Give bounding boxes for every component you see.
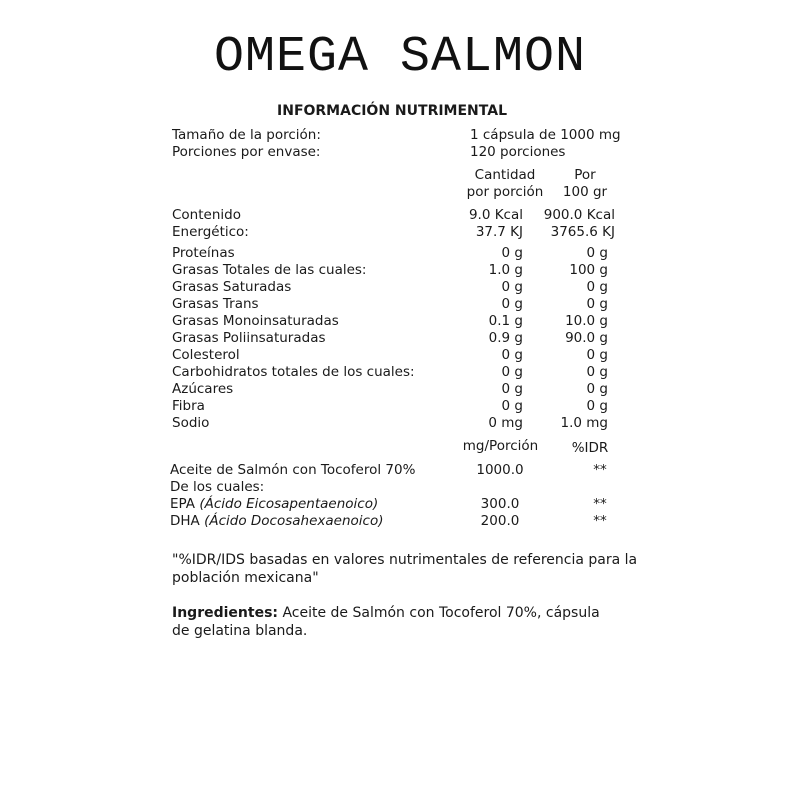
energy-kcal-portion: 9.0 Kcal (468, 207, 523, 223)
epa-value: 300.0 (480, 496, 520, 512)
oil-label: Aceite de Salmón con Tocoferol 70% (170, 462, 416, 478)
nutrient-label: Grasas Totales de las cuales: (172, 262, 367, 278)
nutrient-portion: 0 g (501, 364, 523, 380)
nutrient-portion: 0 g (501, 381, 523, 397)
nutrient-label: Carbohidratos totales de los cuales: (172, 364, 415, 380)
nutrient-portion: 0 g (501, 245, 523, 261)
servings-per-pack-value: 120 porciones (470, 144, 566, 160)
epa-name: (Ácido Eicosapentaenoico) (199, 496, 379, 512)
serving-size-label: Tamaño de la porción: (172, 127, 321, 143)
ingredients-label: Ingredientes: (172, 605, 278, 621)
nutrient-per100: 10.0 g (565, 313, 608, 329)
nutrient-label: Colesterol (172, 347, 240, 363)
of-which-label: De los cuales: (170, 479, 265, 495)
dha-label (170, 513, 383, 530)
nutrient-per100: 0 g (586, 381, 608, 397)
nutrient-per100: 0 g (586, 347, 608, 363)
energy-kj-portion: 37.7 KJ (475, 224, 523, 240)
col-portion-header-1: Cantidad (474, 167, 536, 183)
ingredients-text: Aceite de Salmón con Tocoferol 70%, cápsula de gelatina blanda. (172, 605, 600, 639)
nutrient-label: Azúcares (172, 381, 234, 397)
nutrient-per100: 1.0 mg (560, 415, 608, 431)
nutrient-portion: 0 g (501, 279, 523, 295)
energy-kj-100g: 3765.6 KJ (550, 224, 615, 240)
dha-idr: ** (593, 513, 607, 529)
nutrient-label: Grasas Poliinsaturadas (172, 330, 326, 346)
nutrient-portion: 0.9 g (488, 330, 523, 346)
dha-value: 200.0 (480, 513, 520, 529)
dha-name: (Ácido Docosahexaenoico) (204, 513, 384, 529)
energy-label-2: Energético: (172, 224, 249, 240)
servings-per-pack-label: Porciones por envase: (172, 144, 321, 160)
epa-idr: ** (593, 496, 607, 512)
dha-prefix: DHA (170, 513, 200, 529)
nutrient-portion: 0 g (501, 296, 523, 312)
energy-label-1: Contenido (172, 207, 241, 223)
nutrient-portion: 0 g (501, 398, 523, 414)
oil-value: 1000.0 (476, 462, 524, 478)
epa-prefix: EPA (170, 496, 196, 512)
energy-kcal-100g: 900.0 Kcal (543, 207, 615, 223)
idr-footnote: "%IDR/IDS basadas en valores nutrimentales de referencia para la población mexicana" (172, 552, 638, 586)
section-title: INFORMACIÓN NUTRIMENTAL (277, 103, 507, 119)
col-idr-header: %IDR (571, 440, 609, 456)
nutrient-portion: 0 mg (488, 415, 523, 431)
nutrient-per100: 100 g (569, 262, 608, 278)
nutrient-portion: 0 g (501, 347, 523, 363)
nutrient-per100: 0 g (586, 245, 608, 261)
nutrient-portion: 0.1 g (488, 313, 523, 329)
serving-size-value: 1 cápsula de 1000 mg (470, 127, 621, 143)
nutrient-label: Proteínas (172, 245, 235, 261)
epa-label (170, 496, 378, 513)
ingredients (172, 604, 612, 640)
col-mg-portion-header: mg/Porción (462, 438, 539, 454)
nutrient-label: Sodio (172, 415, 210, 431)
nutrient-per100: 0 g (586, 279, 608, 295)
product-title: OMEGA SALMON (213, 29, 587, 86)
nutrient-per100: 0 g (586, 364, 608, 380)
nutrient-per100: 0 g (586, 296, 608, 312)
nutrient-per100: 0 g (586, 398, 608, 414)
col-portion-header-2: por porción (466, 184, 544, 200)
col-100g-header-2: 100 gr (562, 184, 608, 200)
nutrient-portion: 1.0 g (488, 262, 523, 278)
col-100g-header-1: Por (574, 167, 596, 183)
nutrient-per100: 90.0 g (565, 330, 608, 346)
nutrient-label: Fibra (172, 398, 205, 414)
oil-idr: ** (593, 462, 607, 478)
nutrient-label: Grasas Monoinsaturadas (172, 313, 339, 329)
nutrient-label: Grasas Trans (172, 296, 259, 312)
nutrient-label: Grasas Saturadas (172, 279, 292, 295)
